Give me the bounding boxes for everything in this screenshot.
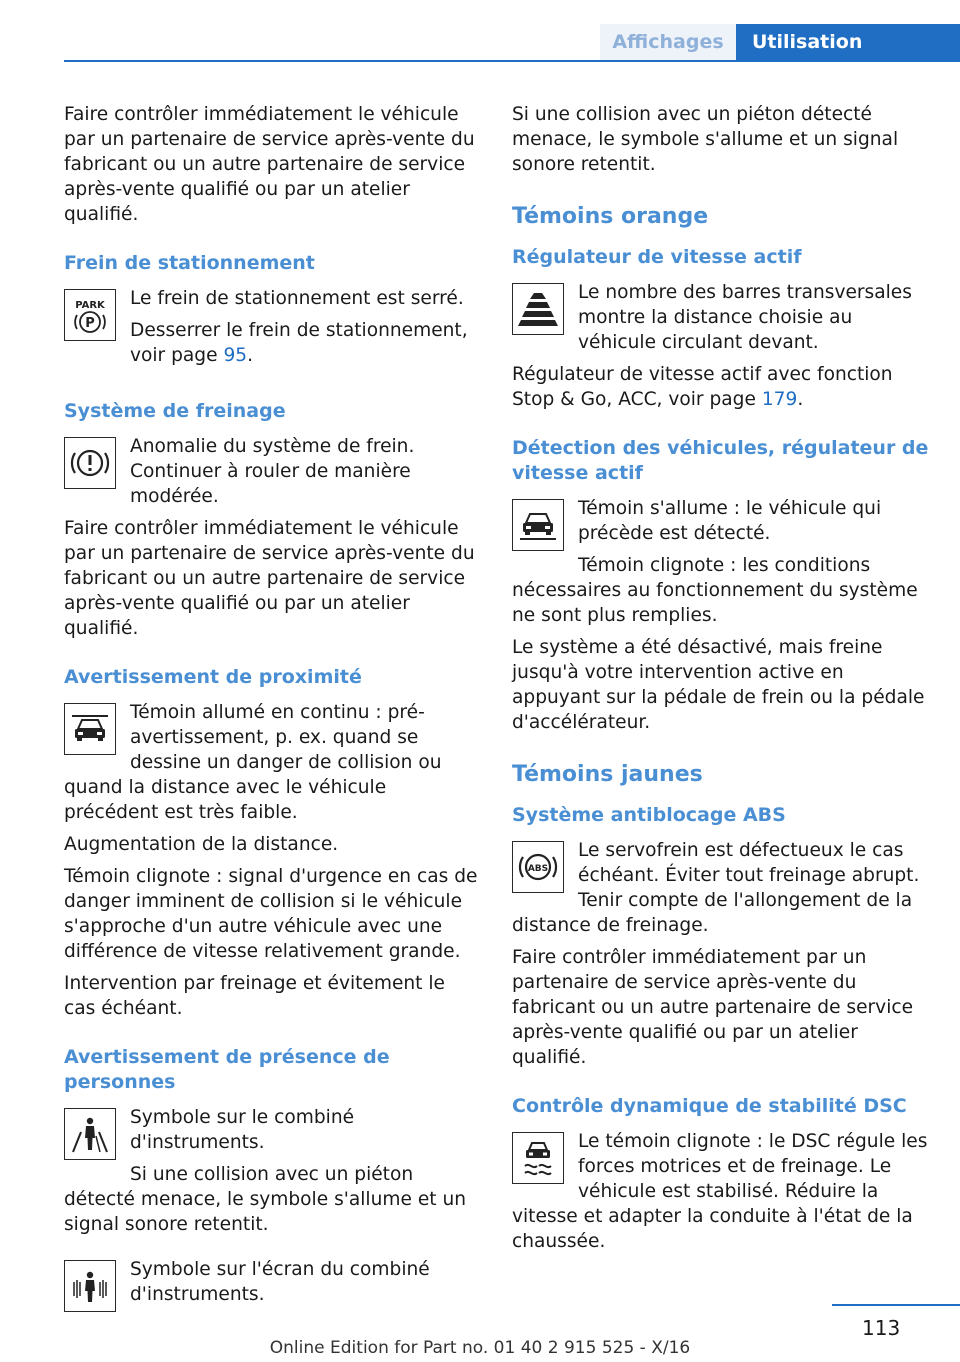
page-link-95[interactable]: 95	[223, 345, 248, 366]
detection-text-3: Le système a été désactivé, mais freine jusqu'à votre intervention active en appuyant sur la pédale de frein ou la pédale d'accélérateur.	[512, 637, 925, 733]
dsc-text-1: Le témoin clignote : le DSC régule les forces motrices et de freinage. Le véhicule est stabilisé. Réduire la vitesse et adapter la conduite à l'état de la chaussée.	[512, 1131, 928, 1252]
header-rule	[64, 60, 960, 62]
page-link-179[interactable]: 179	[761, 389, 798, 410]
proximite-text-3: Témoin clignote : signal d'urgence en cas de danger imminent de collision si le véhicule s'approche d'un autre véhicule avec une différence de vitesse relativement grande.	[64, 866, 478, 962]
pedestrian-screen-icon	[64, 1260, 116, 1312]
intro-paragraph: Faire contrôler immédiatement le véhicule par un partenaire de service après-vente du fabricant ou un autre partenaire de service après-vente qualifié ou par un atelier qualifié.	[64, 104, 475, 225]
personnes-text-3: Symbole sur l'écran du combiné d'instruments.	[130, 1259, 430, 1305]
acc-text-1: Le nombre des barres transversales montre la distance choisie au véhicule circulant devant.	[578, 282, 912, 353]
section-title-proximite: Avertissement de proximité	[64, 666, 362, 688]
dsc-icon	[512, 1132, 564, 1184]
right-column	[512, 102, 930, 1261]
footer-rule	[832, 1304, 960, 1306]
entry-dsc	[512, 1129, 930, 1254]
entry-frein	[64, 286, 480, 375]
tab-affichages[interactable]: Affichages	[600, 24, 736, 60]
personnes-text-2: Si une collision avec un piéton détecté menace, le symbole s'allume et un signal sonore retentit.	[64, 1164, 467, 1235]
svg-text:P: P	[85, 316, 95, 331]
section-title-jaunes: Témoins jaunes	[512, 762, 703, 787]
entry-personnes	[64, 1105, 480, 1237]
pedestrian-icon	[64, 1108, 116, 1160]
acc-text-2: Régulateur de vitesse actif avec fonction Stop & Go, ACC, voir page 179.	[512, 364, 893, 410]
entry-freinage	[64, 434, 480, 641]
distance-bars-icon	[512, 283, 564, 335]
right-intro-paragraph: Si une collision avec un piéton détecté menace, le symbole s'allume et un signal sonore retentit.	[512, 104, 899, 175]
entry-personnes-screen	[64, 1257, 480, 1316]
entry-proximite	[64, 700, 480, 1021]
freinage-text-2: Faire contrôler immédiatement le véhicule par un partenaire de service après-vente du fabricant ou un autre partenaire de service après-vente qualifié ou par un atelier qualifié.	[64, 518, 475, 639]
edition-footer: Online Edition for Part no. 01 40 2 915 525 - X/16	[269, 1338, 691, 1358]
detection-text-1: Témoin s'allume : le véhicule qui précède est détecté.	[578, 498, 882, 544]
freinage-text-1: Anomalie du système de frein. Continuer à rouler de manière modérée.	[130, 436, 415, 507]
park-brake-icon	[64, 289, 116, 341]
page-number: 113	[862, 1316, 901, 1340]
section-title-freinage: Système de freinage	[64, 400, 286, 422]
personnes-text-1: Symbole sur le combiné d'instruments.	[130, 1107, 355, 1153]
section-title-abs: Système antiblocage ABS	[512, 804, 786, 826]
brake-warning-icon	[64, 437, 116, 489]
section-title-acc: Régulateur de vitesse actif	[512, 246, 802, 268]
abs-icon	[512, 841, 564, 893]
abs-text-2: Faire contrôler immédiatement par un partenaire de service après-vente du fabricant ou un autre partenaire de service après-vente qualifié ou par un atelier qualifié.	[512, 947, 914, 1068]
section-title-orange: Témoins orange	[512, 204, 709, 229]
proximite-text-2: Augmentation de la distance.	[64, 834, 339, 855]
left-column	[64, 102, 480, 1316]
detection-text-2: Témoin clignote : les conditions nécessaires au fonctionnement du système ne sont plus remplies.	[512, 555, 918, 626]
abs-text-1: Le servofrein est défectueux le cas échéant. Éviter tout freinage abrupt. Tenir compte de l'allongement de la distance de freinage.	[512, 840, 920, 936]
frein-text-2: Desserrer le frein de stationnement, voir page 95.	[130, 320, 468, 366]
frein-text-1: Le frein de stationnement est serré.	[130, 288, 464, 309]
section-title-personnes: Avertissement de présence de personnes	[64, 1046, 390, 1093]
proximite-text-1: Témoin allumé en continu : pré-avertissement, p. ex. quand se dessine un danger de collision ou quand la distance avec le véhicule précédent est très faible.	[64, 702, 442, 823]
svg-text:PARK: PARK	[75, 300, 105, 311]
entry-abs	[512, 838, 930, 1070]
car-front-icon	[64, 703, 116, 755]
page-header	[0, 0, 960, 62]
section-title-dsc: Contrôle dynamique de stabilité DSC	[512, 1095, 907, 1117]
svg-text:ABS: ABS	[527, 864, 549, 874]
tab-utilisation[interactable]: Utilisation	[736, 24, 960, 60]
vehicle-detected-icon	[512, 499, 564, 551]
proximite-text-4: Intervention par freinage et évitement le cas échéant.	[64, 973, 445, 1019]
section-title-detection: Détection des véhicules, régulateur de vitesse actif	[512, 437, 929, 484]
entry-detection	[512, 496, 930, 735]
entry-acc	[512, 280, 930, 412]
section-title-frein: Frein de stationnement	[64, 252, 315, 274]
